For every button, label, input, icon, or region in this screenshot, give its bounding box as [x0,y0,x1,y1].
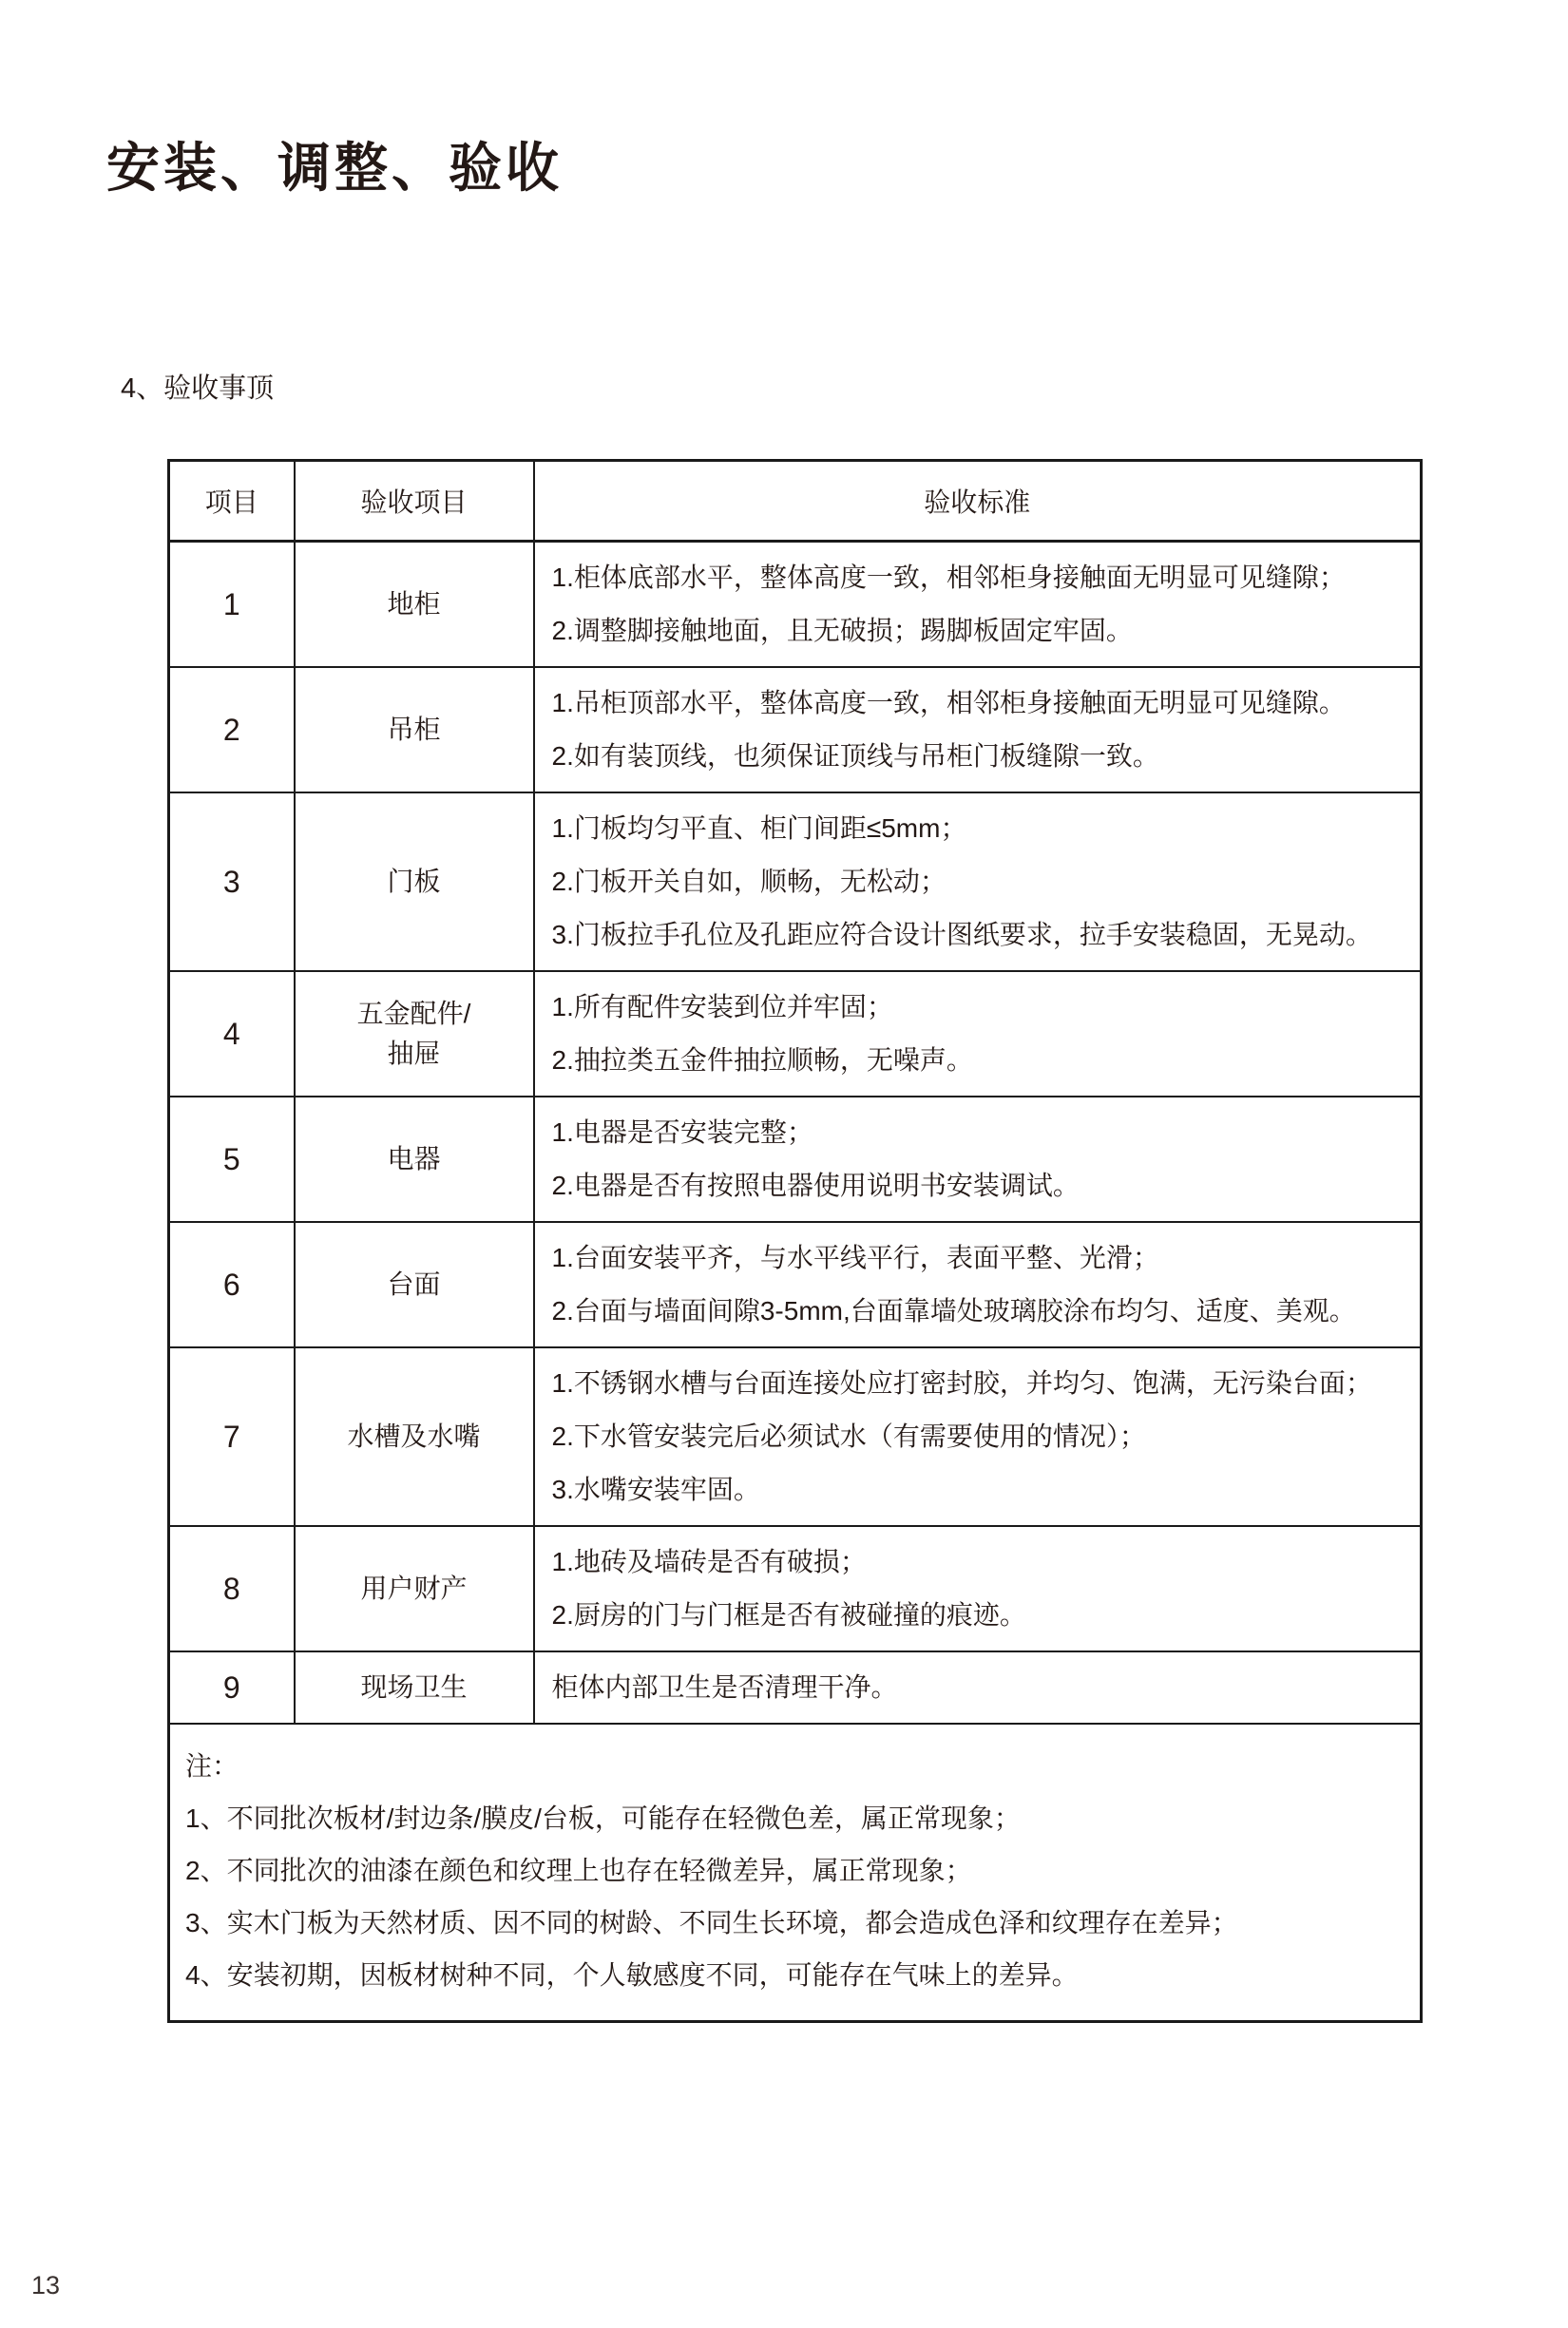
page-title: 安装、调整、验收 [106,138,563,198]
table-row [169,667,1422,792]
criteria-cell [534,1097,1422,1222]
item-name-cell [295,1526,534,1651]
table-row [169,1526,1422,1651]
note-item: 4、安装初期，因板材树种不同，个人敏感度不同，可能存在气味上的差异。 [185,1960,1079,1990]
page-number: 13 [31,2271,61,2299]
criteria-cell [534,971,1422,1097]
criteria-line: 1.柜体底部水平，整体高度一致，相邻柜身接触面无明显可见缝隙； [551,563,1346,592]
item-name-cell [295,1347,534,1526]
criteria-line: 3.门板拉手孔位及孔距应符合设计图纸要求，拉手安装稳固，无晃动。 [551,920,1372,949]
item-name-line: 电器 [387,1144,441,1174]
table-row [169,542,1422,668]
item-name-line: 台面 [387,1269,441,1299]
criteria-line: 2.厨房的门与门框是否有被碰撞的痕迹。 [551,1600,1026,1630]
criteria-line: 1.所有配件安装到位并牢固； [551,992,893,1021]
item-name-line: 用户财产 [360,1574,468,1603]
section-heading: 4、验收事顶 [121,373,275,404]
item-name-line: 水槽及水嘴 [347,1422,481,1451]
item-name-cell [295,792,534,971]
item-number: 8 [169,1526,295,1651]
item-number: 7 [169,1347,295,1526]
note-cell [169,1724,1422,2022]
item-name-cell [295,1097,534,1222]
criteria-cell [534,1651,1422,1724]
criteria-line: 1.地砖及墙砖是否有破损； [551,1547,867,1576]
item-name-cell [295,542,534,668]
item-name-line: 地柜 [387,589,441,619]
item-number: 1 [169,542,295,668]
criteria-line: 2.门板开关自如，顺畅，无松动； [551,867,947,896]
column-header-item-no: 项目 [169,461,295,542]
item-name-cell [295,1222,534,1347]
criteria-cell [534,1347,1422,1526]
item-number: 3 [169,792,295,971]
criteria-cell [534,1526,1422,1651]
table-row [169,1097,1422,1222]
table-row [169,1222,1422,1347]
criteria-cell [534,1222,1422,1347]
criteria-line: 2.抽拉类五金件抽拉顺畅，无噪声。 [551,1045,973,1075]
column-header-criteria: 验收标准 [534,461,1422,542]
table-row [169,1347,1422,1526]
item-number: 5 [169,1097,295,1222]
criteria-line: 3.水嘴安装牢固。 [551,1475,760,1504]
criteria-line: 1.门板均匀平直、柜门间距≤5mm； [551,813,967,843]
criteria-cell [534,542,1422,668]
table-row [169,971,1422,1097]
table-note-row [169,1724,1422,2022]
criteria-line: 2.电器是否有按照电器使用说明书安装调试。 [551,1171,1080,1200]
item-name-line: 现场卫生 [360,1672,468,1702]
item-number: 9 [169,1651,295,1724]
criteria-line: 2.如有装顶线，也须保证顶线与吊柜门板缝隙一致。 [551,741,1159,771]
item-number: 6 [169,1222,295,1347]
criteria-line: 2.下水管安装完后必须试水（有需要使用的情况）； [551,1422,1146,1451]
criteria-line: 1.吊柜顶部水平，整体高度一致，相邻柜身接触面无明显可见缝隙。 [551,688,1346,717]
criteria-cell [534,792,1422,971]
item-name-cell [295,1651,534,1724]
column-header-item-name: 验收项目 [295,461,534,542]
item-number: 2 [169,667,295,792]
table-header-row [169,461,1422,542]
note-label: 注： [185,1751,239,1781]
note-item: 2、不同批次的油漆在颜色和纹理上也存在轻微差异，属正常现象； [185,1856,972,1885]
criteria-line: 2.调整脚接触地面，且无破损；踢脚板固定牢固。 [551,616,1133,645]
item-name-line: 吊柜 [387,715,441,744]
criteria-cell [534,667,1422,792]
item-name-line: 门板 [387,867,441,896]
criteria-line: 柜体内部卫生是否清理干净。 [551,1672,898,1702]
table-row [169,792,1422,971]
criteria-line: 1.不锈钢水槽与台面连接处应打密封胶，并均匀、饱满，无污染台面； [551,1368,1372,1398]
criteria-line: 2.台面与墙面间隙3-5mm,台面靠墙处玻璃胶涂布均匀、适度、美观。 [551,1296,1356,1326]
item-name-cell [295,667,534,792]
item-name-line: 抽屉 [387,1039,441,1068]
acceptance-table [167,459,1423,2023]
note-item: 3、实木门板为天然材质、因不同的树龄、不同生长环境，都会造成色泽和纹理存在差异； [185,1908,1238,1937]
criteria-line: 1.台面安装平齐，与水平线平行，表面平整、光滑； [551,1243,1159,1272]
item-name-cell [295,971,534,1097]
item-number: 4 [169,971,295,1097]
item-name-line: 五金配件/ [356,999,471,1028]
criteria-line: 1.电器是否安装完整； [551,1117,813,1147]
table-row [169,1651,1422,1724]
note-item: 1、不同批次板材/封边条/膜皮/台板，可能存在轻微色差，属正常现象； [185,1803,1021,1833]
